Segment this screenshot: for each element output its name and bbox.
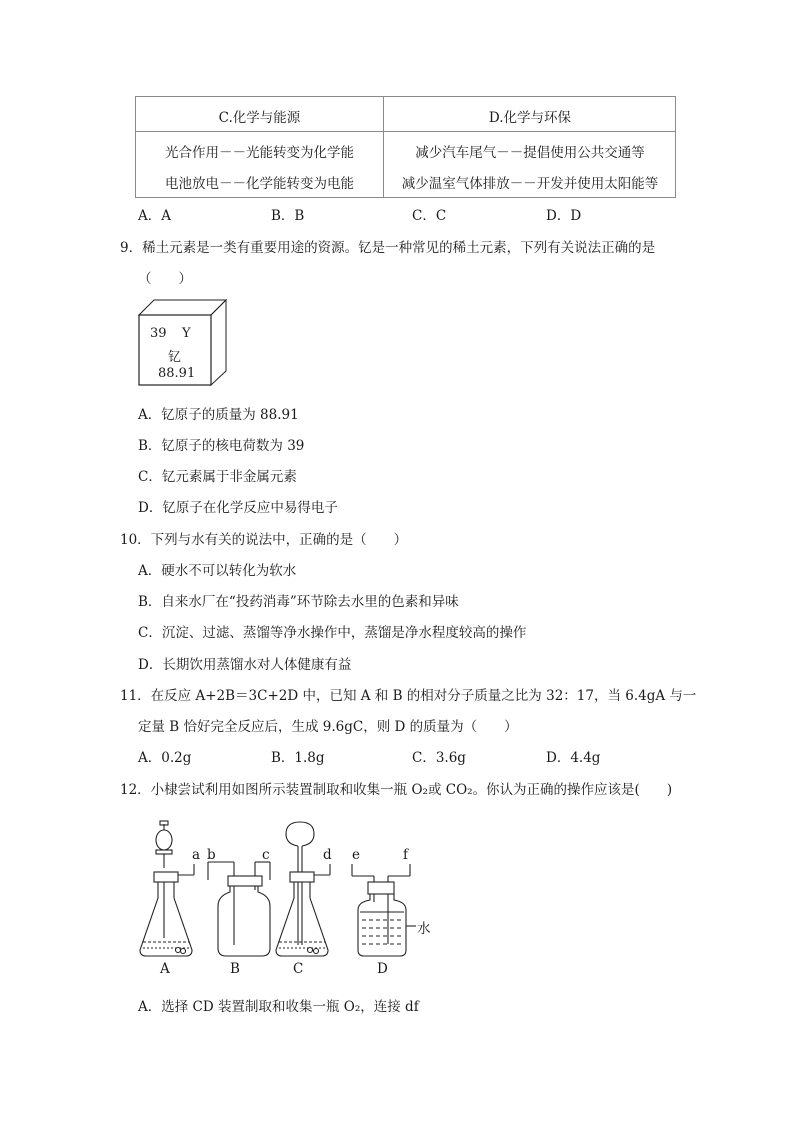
option-a[interactable]: A．A bbox=[138, 208, 171, 224]
port-label-c: c bbox=[262, 847, 270, 863]
apparatus-label-b: B bbox=[230, 961, 240, 977]
table-cell: 电池放电－－化学能转变为电能 bbox=[165, 176, 354, 192]
option-b[interactable]: B．B bbox=[271, 208, 305, 224]
table-divider bbox=[136, 131, 675, 132]
element-name: 钇 bbox=[168, 350, 182, 365]
option-b[interactable]: B．自来水厂在“投药消毒”环节除去水里的色素和异味 bbox=[138, 594, 459, 610]
table-cell: 减少温室气体排放－－开发并使用太阳能等 bbox=[401, 176, 659, 192]
port-label-d: d bbox=[323, 847, 332, 863]
knowledge-table bbox=[135, 96, 676, 198]
apparatus-c-flask bbox=[276, 822, 330, 956]
table-cell: 减少汽车尾气－－提倡使用公共交通等 bbox=[415, 145, 645, 161]
question-stem: 9．稀土元素是一类有重要用途的资源。钇是一种常见的稀土元素，下列有关说法正确的是 bbox=[120, 240, 656, 256]
question-stem: 12．小棣尝试利用如图所示装置制取和收集一瓶 O₂或 CO₂。你认为正确的操作应该是( ) bbox=[120, 782, 673, 798]
atomic-mass: 88.91 bbox=[158, 366, 196, 381]
option-c[interactable]: C．钇元素属于非金属元素 bbox=[138, 469, 297, 485]
option-a[interactable]: A．硬水不可以转化为软水 bbox=[138, 563, 297, 579]
option-a[interactable]: A．0.2g bbox=[138, 750, 192, 766]
atomic-number: 39 bbox=[150, 326, 167, 341]
apparatus-label-d: D bbox=[377, 961, 388, 977]
apparatus-diagram bbox=[130, 820, 450, 985]
option-a[interactable]: A．钇原子的质量为 88.91 bbox=[138, 407, 299, 423]
table-header-d: D.化学与环保 bbox=[488, 110, 572, 126]
apparatus-label-c: C bbox=[293, 961, 304, 977]
table-cell: 光合作用－－光能转变为化学能 bbox=[165, 145, 354, 161]
apparatus-drawing bbox=[130, 820, 450, 985]
option-b[interactable]: B．钇原子的核电荷数为 39 bbox=[138, 438, 305, 454]
option-b[interactable]: B．1.8g bbox=[271, 750, 325, 766]
option-c[interactable]: C．沉淀、过滤、蒸馏等净水操作中，蒸馏是净水程度较高的操作 bbox=[138, 625, 527, 641]
option-d[interactable]: D．4.4g bbox=[546, 750, 601, 766]
element-symbol: Y bbox=[182, 326, 191, 341]
option-d[interactable]: D．长期饮用蒸馏水对人体健康有益 bbox=[138, 657, 352, 673]
element-card bbox=[138, 299, 227, 386]
question-stem: 10．下列与水有关的说法中，正确的是（ ） bbox=[120, 532, 408, 548]
option-c[interactable]: C．3.6g bbox=[412, 750, 466, 766]
apparatus-a-flask bbox=[140, 821, 194, 956]
option-d[interactable]: D．D bbox=[546, 208, 582, 224]
option-d[interactable]: D．钇原子在化学反应中易得电子 bbox=[138, 500, 338, 516]
option-a[interactable]: A．选择 CD 装置制取和收集一瓶 O₂，连接 df bbox=[138, 999, 419, 1015]
water-label: 水 bbox=[417, 921, 431, 937]
table-header-c: C.化学与能源 bbox=[218, 110, 301, 126]
question-stem: 11．在反应 A+2B＝3C+2D 中，已知 A 和 B 的相对分子质量之比为 32：17，当 6.4gA 与一 bbox=[120, 688, 697, 704]
port-label-a: a bbox=[192, 847, 201, 863]
question-stem-continued: 定量 B 恰好完全反应后，生成 9.6gC，则 D 的质量为（ ） bbox=[138, 719, 518, 735]
apparatus-label-a: A bbox=[160, 961, 170, 977]
port-label-f: f bbox=[403, 847, 408, 863]
port-label-b: b bbox=[207, 847, 216, 863]
option-c[interactable]: C．C bbox=[412, 208, 447, 224]
apparatus-d-bottle bbox=[352, 864, 416, 956]
answer-paren: （ ） bbox=[138, 271, 192, 287]
apparatus-b-bottle bbox=[208, 862, 270, 956]
port-label-e: e bbox=[352, 847, 360, 863]
